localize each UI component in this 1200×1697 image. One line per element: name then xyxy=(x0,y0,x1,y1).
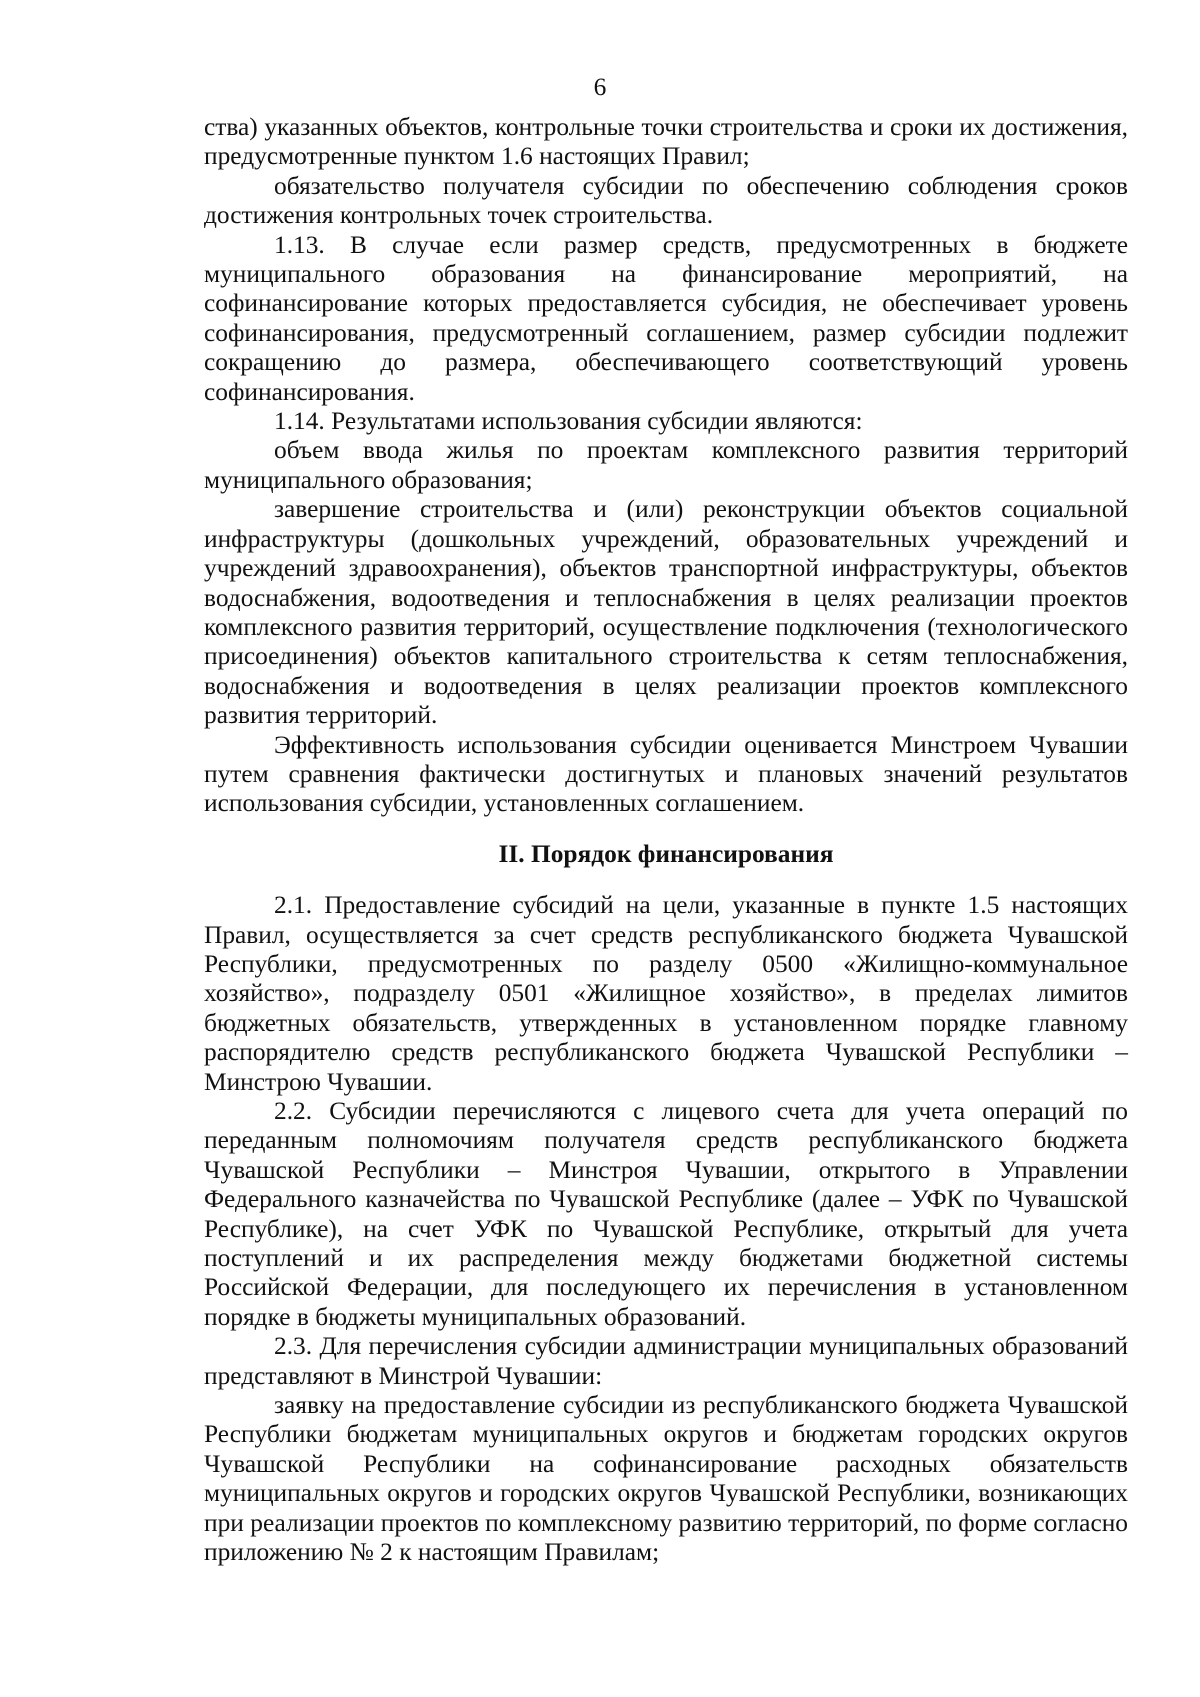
paragraph: 2.3. Для перечисления субсидии администрации муниципальных образований представляют в Минстрой Чувашии: xyxy=(204,1332,1128,1390)
page-number: 6 xyxy=(593,73,607,101)
section-one-text xyxy=(204,113,1128,819)
paragraph: ства) указанных объектов, контрольные точки строительства и сроки их достижения, предусмотренные пунктом 1.6 настоящих Правил; xyxy=(204,113,1128,171)
paragraph: 1.13. В случае если размер средств, предусмотренных в бюджете муниципального образования на финансирование мероприятий, на софинансирование которых предоставляется субсидия, не обеспечивает уровень софинансирования, предусмотренный соглашением, размер субсидии подлежит сокращению до размера, обеспечивающего соответствующий уровень софинансирования. xyxy=(204,230,1128,406)
paragraph: заявку на предоставление субсидии из республиканского бюджета Чувашской Республики бюджетам муниципальных округов и бюджетам городских округов Чувашской Республики на софинансирование расходных обязательств муниципальных округов и городских округов Чувашской Республики, возникающих при реализации проектов по комплексному развитию территорий, по форме согласно приложению № 2 к настоящим Правилам; xyxy=(204,1391,1128,1567)
section-two-text xyxy=(204,891,1128,1567)
paragraph: обязательство получателя субсидии по обеспечению соблюдения сроков достижения контрольных точек строительства. xyxy=(204,171,1128,230)
section-heading: II. Порядок финансирования xyxy=(498,839,834,868)
paragraph: завершение строительства и (или) реконструкции объектов социальной инфраструктуры (дошкольных учреждений, образовательных учреждений и учреждений здравоохранения), объектов транспортной инфраструктуры, объектов водоснабжения, водоотведения и теплоснабжения в целях реализации проектов комплексного развития территорий, осуществление подключения (технологического присоединения) объектов капитального строительства к сетям теплоснабжения, водоснабжения и водоотведения в целях реализации проектов комплексного развития территорий. xyxy=(204,495,1128,730)
paragraph: 2.2. Субсидии перечисляются с лицевого счета для учета операций по переданным полномочиям получателя средств республиканского бюджета Чувашской Республики – Минстроя Чувашии, открытого в Управлении Федерального казначейства по Чувашской Республике (далее – УФК по Чувашской Республике), на счет УФК по Чувашской Республике, открытый для учета поступлений и их распределения между бюджетами бюджетной системы Российской Федерации, для последующего их перечисления в установленном порядке в бюджеты муниципальных образований. xyxy=(204,1097,1128,1331)
document-body xyxy=(204,113,1128,1568)
paragraph: Эффективность использования субсидии оценивается Минстроем Чувашии путем сравнения фактически достигнутых и плановых значений результатов использования субсидии, установленных соглашением. xyxy=(204,730,1128,818)
paragraph: объем ввода жилья по проектам комплексного развития территорий муниципального образования; xyxy=(204,436,1128,494)
paragraph: 2.1. Предоставление субсидий на цели, указанные в пункте 1.5 настоящих Правил, осуществляется за счет средств республиканского бюджета Чувашской Республики, предусмотренных по разделу 0500 «Жилищно-коммунальное хозяйство», подразделу 0501 «Жилищное хозяйство», в пределах лимитов бюджетных обязательств, утвержденных в установленном порядке главному распорядителю средств республиканского бюджета Чувашской Республики – Минстрою Чувашии. xyxy=(204,891,1128,1096)
paragraph: 1.14. Результатами использования субсидии являются: xyxy=(274,407,863,436)
